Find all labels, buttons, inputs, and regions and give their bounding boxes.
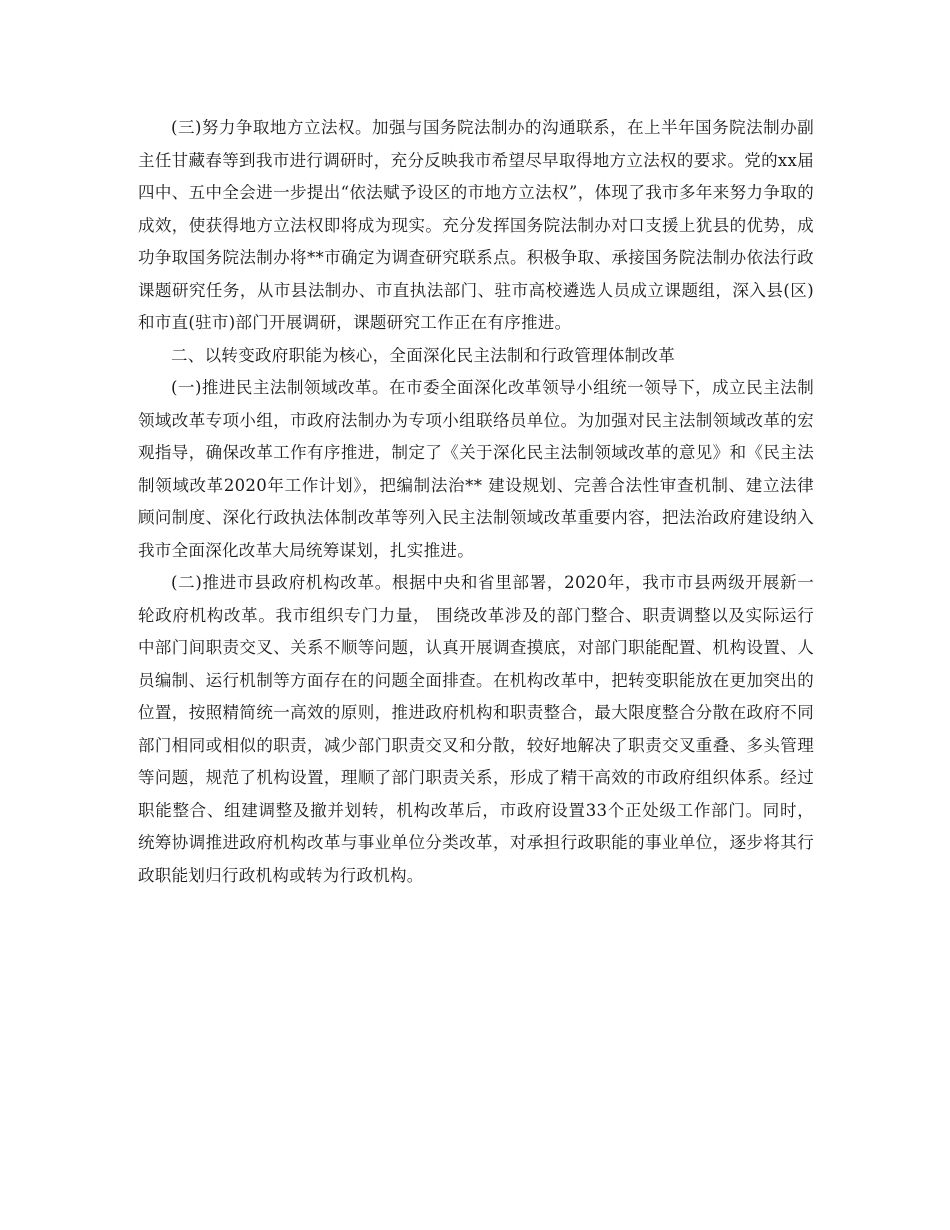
paragraph-democracy-law-reform: (一)推进民主法制领域改革。在市委全面深化改革领导小组统一领导下，成立民主法制领域改革专项小组，市政府法制办为专项小组联络员单位。为加强对民主法制领域改革的宏观指导，确保改革工作有序推进，制定了《关于深化民主法制领域改革的意见》和《民主法制领域改革2020年工作计划》，把编制法治** 建设规划、完善合法性审查机制、建立法律顾问制度、深化行政执法体制改革等列入民主法制领域改革重要内容，把法治政府建设纳入我市全面深化改革大局统筹谋划，扎实推进。 <box>138 378 814 560</box>
section-heading-two: 二、以转变政府职能为核心，全面深化民主法制和行政管理体制改革 <box>171 345 675 365</box>
document-body <box>138 112 814 892</box>
paragraph-government-agency-reform: (二)推进市县政府机构改革。根据中央和省里部署，2020年，我市市县两级开展新一轮政府机构改革。我市组织专门力量， 围绕改革涉及的部门整合、职责调整以及实际运行中部门间职责交叉、关系不顺等问题，认真开展调查摸底，对部门职能配置、机构设置、人员编制、运行机制等方面存在的问题全面排查。在机构改革中，把转变职能放在更加突出的位置，按照精简统一高效的原则，推进政府机构和职责整合，最大限度整合分散在政府不同部门相同或相似的职责，减少部门职责交叉和分散，较好地解决了职责交叉重叠、多头管理等问题，规范了机构设置，理顺了部门职责关系，形成了精干高效的市政府组织体系。经过职能整合、组建调整及撤并划转，机构改革后，市政府设置33个正处级工作部门。同时，统筹协调推进政府机构改革与事业单位分类改革，对承担行政职能的事业单位，逐步将其行政职能划归行政机构或转为行政机构。 <box>138 573 814 885</box>
paragraph-local-legislation: (三)努力争取地方立法权。加强与国务院法制办的沟通联系，在上半年国务院法制办副主任甘藏春等到我市进行调研时，充分反映我市希望尽早取得地方立法权的要求。党的xx届四中、五中全会进一步提出“依法赋予设区的市地方立法权”，体现了我市多年来努力争取的成效，使获得地方立法权即将成为现实。充分发挥国务院法制办对口支援上犹县的优势，成功争取国务院法制办将**市确定为调查研究联系点。积极争取、承接国务院法制办依法行政课题研究任务，从市县法制办、市直执法部门、驻市高校遴选人员成立课题组，深入县(区)和市直(驻市)部门开展调研，课题研究工作正在有序推进。 <box>138 118 814 332</box>
